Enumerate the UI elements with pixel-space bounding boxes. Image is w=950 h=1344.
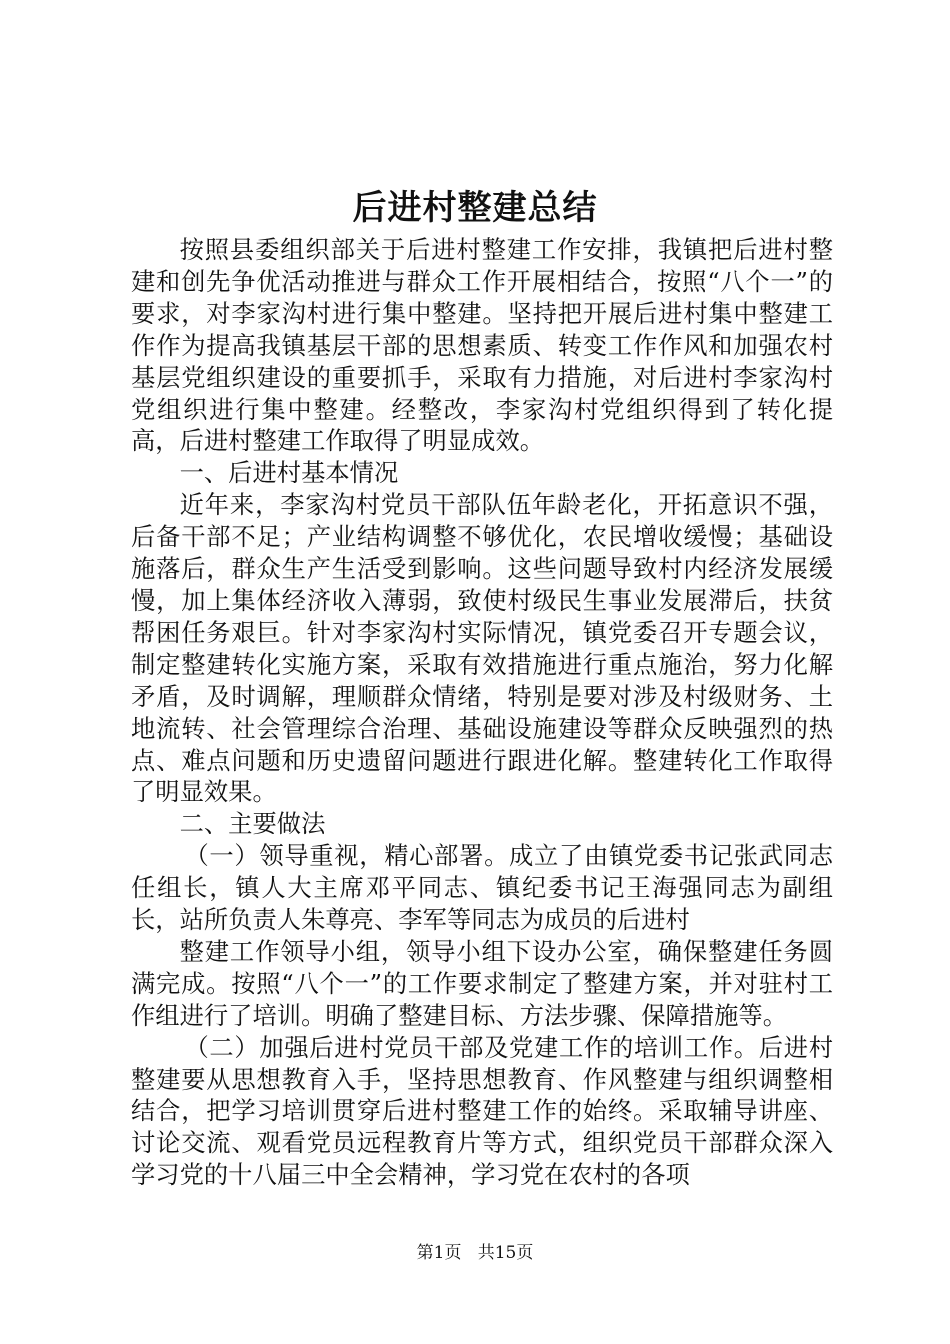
paragraph-basic-situation: 近年来，李家沟村党员干部队伍年龄老化，开拓意识不强，后备干部不足；产业结构调整不够优化，农民增收缓慢；基础设施落后，群众生产生活受到影响。这些问题导致村内经济发展缓慢，加上集体经济收入薄弱，致使村级民生事业发展滞后，扶贫帮困任务艰巨。针对李家沟村实际情况，镇党委召开专题会议，制定整建转化实施方案，采取有效措施进行重点施治，努力化解矛盾，及时调解，理顺群众情绪，特别是要对涉及村级财务、土地流转、社会管理综合治理、基础设施建设等群众反映强烈的热点、难点问题和历史遗留问题进行跟进化解。整建转化工作取得了明显效果。 — [131, 490, 833, 807]
page-footer — [0, 1241, 950, 1265]
paragraph-leadership: （一）领导重视，精心部署。成立了由镇党委书记张武同志任组长，镇人大主席邓平同志、镇纪委书记王海强同志为副组长，站所负责人朱尊亮、李军等同志为成员的后进村 — [131, 841, 833, 935]
document-body — [131, 234, 833, 1191]
section-heading-2: 二、主要做法 — [179, 809, 326, 839]
page-number: 第1页 — [416, 1243, 462, 1263]
paragraph-leadership-continued: 整建工作领导小组，领导小组下设办公室，确保整建任务圆满完成。按照“八个一”的工作要求制定了整建方案，并对驻村工作组进行了培训。明确了整建目标、方法步骤、保障措施等。 — [131, 936, 833, 1030]
page-total: 共15页 — [477, 1243, 534, 1263]
section-heading-1: 一、后进村基本情况 — [179, 458, 399, 488]
paragraph-intro: 按照县委组织部关于后进村整建工作安排，我镇把后进村整建和创先争优活动推进与群众工作开展相结合，按照“八个一”的要求，对李家沟村进行集中整建。坚持把开展后进村集中整建工作作为提高我镇基层干部的思想素质、转变工作作风和加强农村基层党组织建设的重要抓手，采取有力措施，对后进村李家沟村党组织进行集中整建。经整改，李家沟村党组织得到了转化提高，后进村整建工作取得了明显成效。 — [131, 235, 833, 456]
document-title: 后进村整建总结 — [352, 188, 598, 228]
paragraph-training: （二）加强后进村党员干部及党建工作的培训工作。后进村整建要从思想教育入手，坚持思想教育、作风整建与组织调整相结合，把学习培训贯穿后进村整建工作的始终。采取辅导讲座、讨论交流、观看党员远程教育片等方式，组织党员干部群众深入学习党的十八届三中全会精神，学习党在农村的各项 — [131, 1032, 833, 1190]
